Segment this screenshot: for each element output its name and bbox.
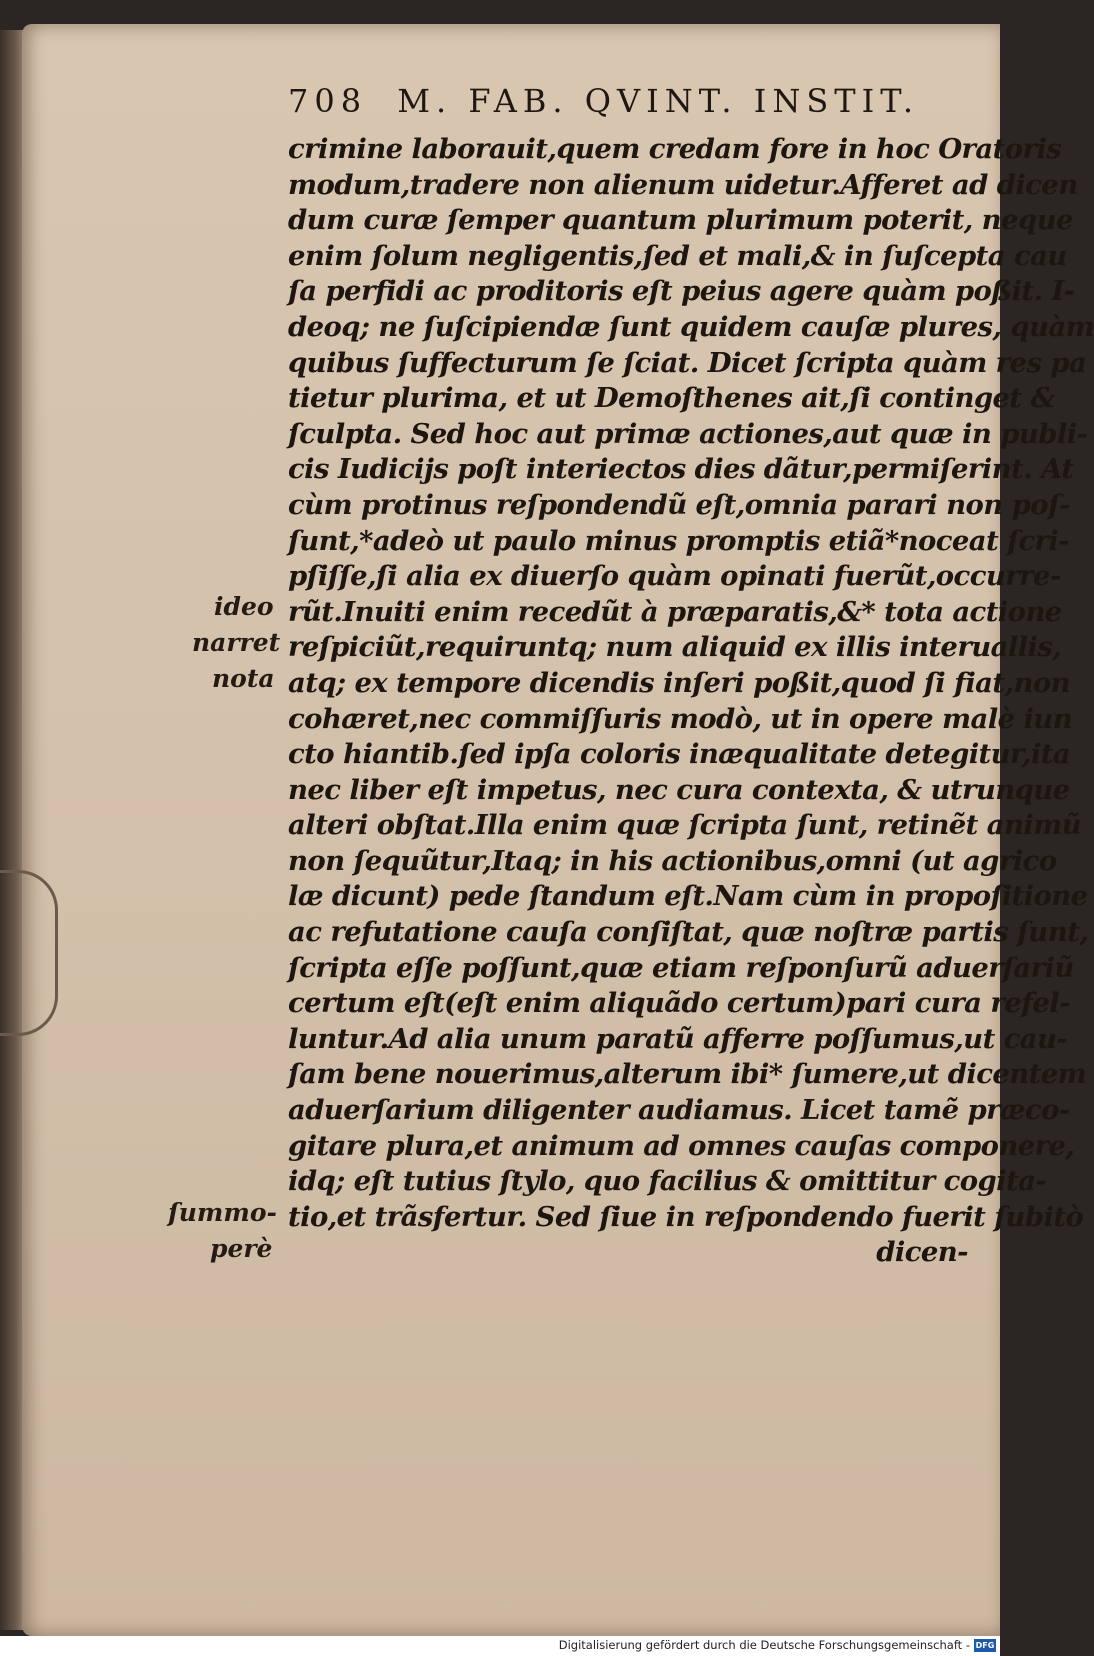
text-line: luntur.Ad alia unum paratũ afferre poſſumus,ut cau- <box>288 1022 1068 1055</box>
text-line: cis Iudicijs poſt interiectos dies dãtur,permiſerint. At <box>288 453 1074 486</box>
text-line: atq; ex tempore dicendis inſeri poßit,quod ſi fiat,non <box>288 666 1070 699</box>
text-line: cto hiantib.ſed ipſa coloris inæqualitate detegitur,ita <box>288 738 1071 771</box>
text-line: gitare plura,et animum ad omnes cauſas componere, <box>288 1129 1075 1162</box>
text-line: non ſequũtur,Itaq; in his actionibus,omni (ut agrico <box>288 844 1057 877</box>
text-line: cùm protinus reſpondendũ eſt,omnia parari non poſ- <box>288 488 1071 521</box>
text-line: enim ſolum negligentis,ſed et mali,& in ſuſcepta cau <box>288 239 1067 272</box>
page-number: 708 <box>288 82 368 120</box>
text-line: quibus ſuffecturum ſe ſciat. Dicet ſcripta quàm res pa <box>288 346 1087 379</box>
text-line: crimine laborauit,quem credam fore in hoc Oratoris <box>288 133 1062 165</box>
text-line: cohæret,nec commiſſuris modò, ut in opere malè iun <box>288 702 1073 735</box>
text-line: deoq; ne ſuſcipiendæ ſunt quidem cauſæ plures, quàm <box>288 310 1094 343</box>
running-title: M. FAB. QVINT. INSTIT. <box>397 82 920 120</box>
text-line: alteri obſtat.Illa enim quæ ſcripta ſunt, retinẽt animũ <box>288 809 1082 842</box>
text-line: nec liber eſt impetus, nec cura contexta, & utrunque <box>288 773 1070 806</box>
text-line: tio,et trãsfertur. Sed ſiue in reſpondendo fuerit ſubitò <box>288 1200 1084 1233</box>
text-line: læ dicunt) pede ſtandum eſt.Nam cùm in propoſitione <box>288 880 1088 913</box>
text-line: ſunt,*adeò ut paulo minus promptis etiã*noceat ſcri- <box>288 524 1070 557</box>
text-line: dum curæ ſemper quantum plurimum poterit, neque <box>288 204 1073 237</box>
binding-strap <box>0 870 58 1036</box>
text-line: ſa perfidi ac proditoris eſt peius agere quàm poßit. I- <box>288 275 1075 308</box>
text-line: rũt.Inuiti enim recedũt à præparatis,&* tota actione <box>288 595 1062 628</box>
text-line: certum eſt(eſt enim aliquãdo certum)pari cura refel- <box>288 987 1070 1020</box>
text-line: modum,tradere non alienum uidetur.Afferet ad dicen <box>288 168 1078 201</box>
text-line: ſam bene nouerimus,alterum ibi* ſumere,ut dicentem <box>288 1058 1087 1091</box>
running-header <box>288 82 958 132</box>
text-line: aduerſarium diligenter audiamus. Licet tamẽ præco- <box>288 1094 1070 1127</box>
catchword: dicen- <box>876 1236 968 1269</box>
digitization-footer <box>0 1636 1000 1656</box>
text-line: idq; eſt tutius ſtylo, quo facilius & omittitur cogita- <box>288 1165 1047 1198</box>
text-line: reſpiciũt,requiruntq; num aliquid ex illis interuallis, <box>288 631 1062 664</box>
margin-note-summo: ſummo- <box>168 1198 277 1227</box>
margin-note-narret: narret <box>192 628 281 657</box>
margin-note-nota: nota <box>212 664 275 693</box>
text-line: pſiſſe,ſi alia ex diuerſo quàm opinati fuerũt,occurre- <box>288 560 1061 593</box>
text-line: ſculpta. Sed hoc aut primæ actiones,aut quæ in publi- <box>288 417 1088 450</box>
dfg-logo-icon: DFG <box>975 1641 995 1650</box>
text-block <box>288 132 1094 1271</box>
text-line: tietur plurima, et ut Demoſthenes ait,ſi continget & <box>288 382 1055 415</box>
text-line: ſcripta eſſe poſſunt,quæ etiam reſponſurũ aduerſariũ <box>288 951 1074 984</box>
margin-note-ideo: ideo <box>214 592 274 621</box>
margin-note-pere: perè <box>210 1234 273 1263</box>
text-line: ac refutatione cauſa conſiſtat, quæ noſtræ partis ſunt, <box>288 916 1089 949</box>
funding-credit: Digitalisierung gefördert durch die Deutsche Forschungsgemeinschaft - <box>558 1638 970 1652</box>
